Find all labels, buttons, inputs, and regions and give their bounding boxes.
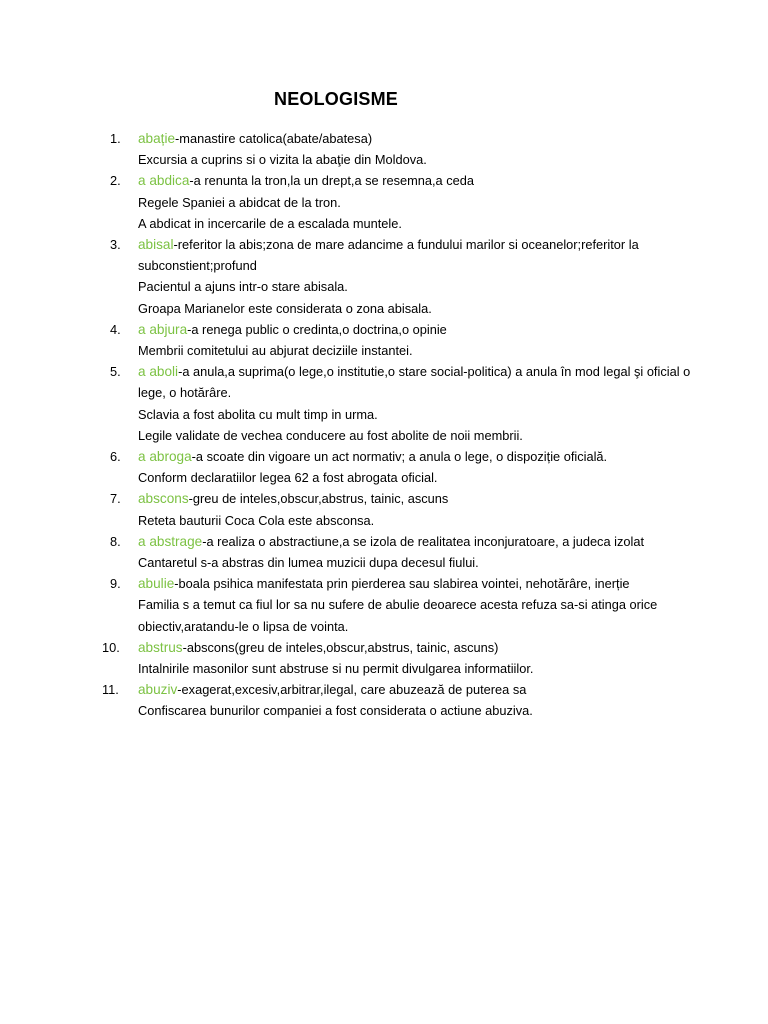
term: a abjura <box>138 321 188 337</box>
term: a abroga <box>138 449 192 465</box>
list-item <box>0 637 768 679</box>
item-number: 10. <box>102 639 120 655</box>
list-item <box>0 679 768 721</box>
list-item <box>0 573 768 637</box>
entry-heading <box>138 573 698 594</box>
item-number: 8. <box>110 533 121 549</box>
entry-heading <box>138 488 698 509</box>
list-item <box>0 446 768 488</box>
entry-heading <box>138 446 698 467</box>
list-item <box>0 319 768 361</box>
list-item <box>0 128 768 170</box>
definition: -manastire catolica(abate/abatesa) <box>175 131 373 146</box>
example-sentence: Reteta bauturii Coca Cola este absconsa. <box>138 512 375 528</box>
item-number: 3. <box>110 237 121 253</box>
definition: -abscons(greu de inteles,obscur,abstrus, tainic, ascuns) <box>182 639 499 655</box>
entry-heading <box>138 361 698 403</box>
example-sentence: Excursia a cuprins si o vizita la abaţie din Moldova. <box>138 152 427 168</box>
page-title: NEOLOGISME <box>274 89 399 109</box>
term: a abdica <box>138 173 190 189</box>
list-item <box>0 488 768 530</box>
definition: -referitor la abis;zona de mare adancime a fundului marilor si oceanelor;referitor la subconstient;profund <box>138 237 639 274</box>
definition: -a scoate din vigoare un act normativ; a anula o lege, o dispoziție oficială. <box>191 449 608 465</box>
definition: -a renunta la tron,la un drept,a se resemna,a ceda <box>189 173 474 189</box>
definition: -boala psihica manifestata prin pierderea sau slabirea vointei, nehotărâre, inerție <box>174 576 630 592</box>
term: abstrus <box>138 639 183 655</box>
definition: -greu de inteles,obscur,abstrus, tainic, ascuns <box>188 491 449 507</box>
entry-heading <box>138 531 698 552</box>
term: a abstrage <box>138 533 203 549</box>
definition: -a anula,a suprima(o lege,o institutie,o stare social-politica) a anula în mod legal şi oficial o lege, o hotărâre. <box>138 364 691 401</box>
example-sentence: Confiscarea bunurilor companiei a fost considerata o actiune abuziva. <box>138 703 533 719</box>
example-sentence: Pacientul a ajuns intr-o stare abisala. <box>138 279 348 295</box>
item-number: 7. <box>110 491 121 507</box>
example-sentence: Sclavia a fost abolita cu mult timp in urma. <box>138 406 378 422</box>
entry-heading <box>138 234 698 276</box>
neologism-list <box>0 128 768 722</box>
example-sentence: Cantaretul s-a abstras din lumea muzicii dupa decesul fiului. <box>138 555 479 571</box>
term: abscons <box>138 491 189 507</box>
item-number: 6. <box>110 449 121 465</box>
term: abisal <box>138 237 174 253</box>
example-sentence: Familia s a temut ca fiul lor sa nu sufere de abulie deoarece acesta refuza sa-si atinga orice obiectiv,aratandu-le o lipsa de vointa. <box>138 597 658 634</box>
term: abație <box>138 131 176 146</box>
definition: -a realiza o abstractiune,a se izola de realitatea inconjuratoare, a judeca izolat <box>202 533 645 549</box>
list-item <box>0 361 768 446</box>
term: abulie <box>138 576 175 592</box>
entry-heading <box>138 128 698 149</box>
entry-heading <box>138 170 698 191</box>
example-sentence: Membrii comitetului au abjurat deciziile instantei. <box>138 343 413 359</box>
item-number: 11. <box>102 682 119 698</box>
example-sentence: Legile validate de vechea conducere au fost abolite de noii membrii. <box>138 427 523 443</box>
list-item <box>0 170 768 234</box>
example-sentence: A abdicat in incercarile de a escalada muntele. <box>138 215 402 231</box>
term: a aboli <box>138 364 179 380</box>
definition: -a renega public o credinta,o doctrina,o opinie <box>187 321 447 337</box>
item-number: 2. <box>110 173 121 189</box>
item-number: 4. <box>110 321 121 337</box>
definition: -exagerat,excesiv,arbitrar,ilegal, care abuzează de puterea sa <box>177 682 527 698</box>
list-item <box>0 531 768 573</box>
item-number: 5. <box>110 364 121 380</box>
item-number: 1. <box>110 131 121 146</box>
entry-heading <box>138 319 698 340</box>
term: abuziv <box>138 682 178 698</box>
item-number: 9. <box>110 576 121 592</box>
entry-heading <box>138 637 698 658</box>
entry-heading <box>138 679 698 700</box>
example-sentence: Regele Spaniei a abidcat de la tron. <box>138 194 341 210</box>
example-sentence: Intalnirile masonilor sunt abstruse si nu permit divulgarea informatiilor. <box>138 661 534 677</box>
example-sentence: Groapa Marianelor este considerata o zona abisala. <box>138 300 432 316</box>
example-sentence: Conform declaratiilor legea 62 a fost abrogata oficial. <box>138 470 438 486</box>
list-item <box>0 234 768 319</box>
